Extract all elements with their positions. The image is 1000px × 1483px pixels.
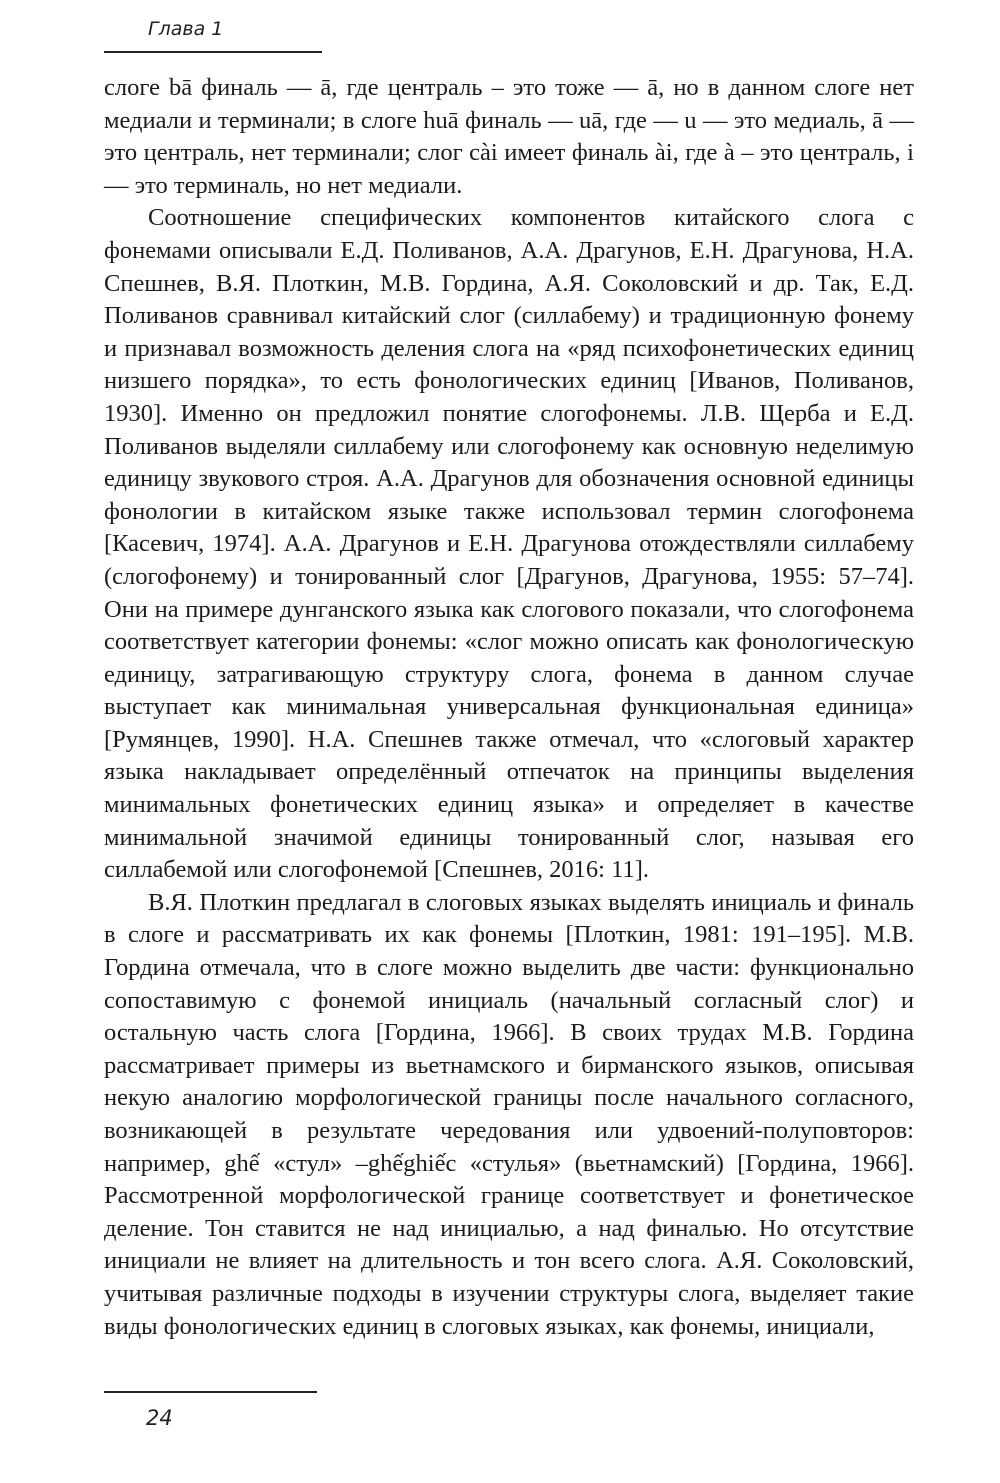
paragraph-1: слоге bā финаль — ā, где централь – это тоже — ā, но в данном слоге нет медиали и терминали; в слоге huā финаль — uā, где — u — это медиаль, ā — это централь, нет терминали; слог cài имеет финаль ài, где à – это централь, i — это терминаль, но нет медиали. (104, 74, 914, 199)
header-rule (104, 51, 322, 53)
paragraph-2: Соотношение специфических компонентов китайского слога с фонемами описывали Е.Д. Поливанов, А.А. Драгунов, Е.Н. Драгунова, Н.А. Спешнев, В.Я. Плоткин, М.В. Гордина, А.Я. Соколовский и др. Так, Е.Д. Поливанов сравнивал китайский слог (силлабему) и традиционную фонему и признавал возможность деления слога на «ряд психофонетических единиц низшего порядка», то есть фонологических единиц [Иванов, Поливанов, 1930]. Именно он предложил понятие слогофонемы. Л.В. Щерба и Е.Д. Поливанов выделяли силлабему или слогофонему как основную неделимую единицу звукового строя. А.А. Драгунов для обозначения основной единицы фонологии в китайском языке также использовал термин слогофонема [Касевич, 1974]. А.А. Драгунов и Е.Н. Драгунова отождествляли силлабему (слогофонему) и тонированный слог [Драгунов, Драгунова, 1955: 57–74]. Они на примере дунганского языка как слогового показали, что слогофонема соответствует категории фонемы: «слог можно описать как фонологическую единицу, затрагивающую структуру слога, фонема в данном случае выступает как минимальная универсальная функциональная единица» [Румянцев, 1990]. Н.А. Спешнев также отмечал, что «слоговый характер языка накладывает определённый отпечаток на принципы выделения минимальных фонетических единиц языка» и определяет в качестве минимальной значимой единицы тонированный слог, называя его силлабемой или слогофонемой [Спешнев, 2016: 11]. (104, 204, 914, 884)
footer-rule (104, 1391, 317, 1393)
paragraph-3: В.Я. Плоткин предлагал в слоговых языках выделять инициаль и финаль в слоге и рассматривать их как фонемы [Плоткин, 1981: 191–195]. М.В. Гордина отмечала, что в слоге можно выделить две части: функционально сопоставимую с фонемой инициаль (начальный согласный слог) и остальную часть слога [Гордина, 1966]. В своих трудах М.В. Гордина рассматривает примеры из вьетнамского и бирманского языков, описывая некую аналогию морфологической границы после начального согласного, возникающей в результате чередования или удвоений-полуповторов: например, ghế «стул» –ghếghiếc «стулья» (вьетнамский) [Гордина, 1966]. Рассмотренной морфологической границе соответствует и фонетическое деление. Тон ставится не над инициалью, а над финалью. Но отсутствие инициали не влияет на длительность и тон всего слога. А.Я. Соколовский, учитывая различные подходы в изучении структуры слога, выделяет такие виды фонологических единиц в слоговых языках, как фонемы, инициали, (104, 888, 914, 1340)
running-head: Глава 1 (148, 18, 224, 40)
page-number: 24 (146, 1406, 173, 1430)
body-text (104, 72, 914, 1343)
